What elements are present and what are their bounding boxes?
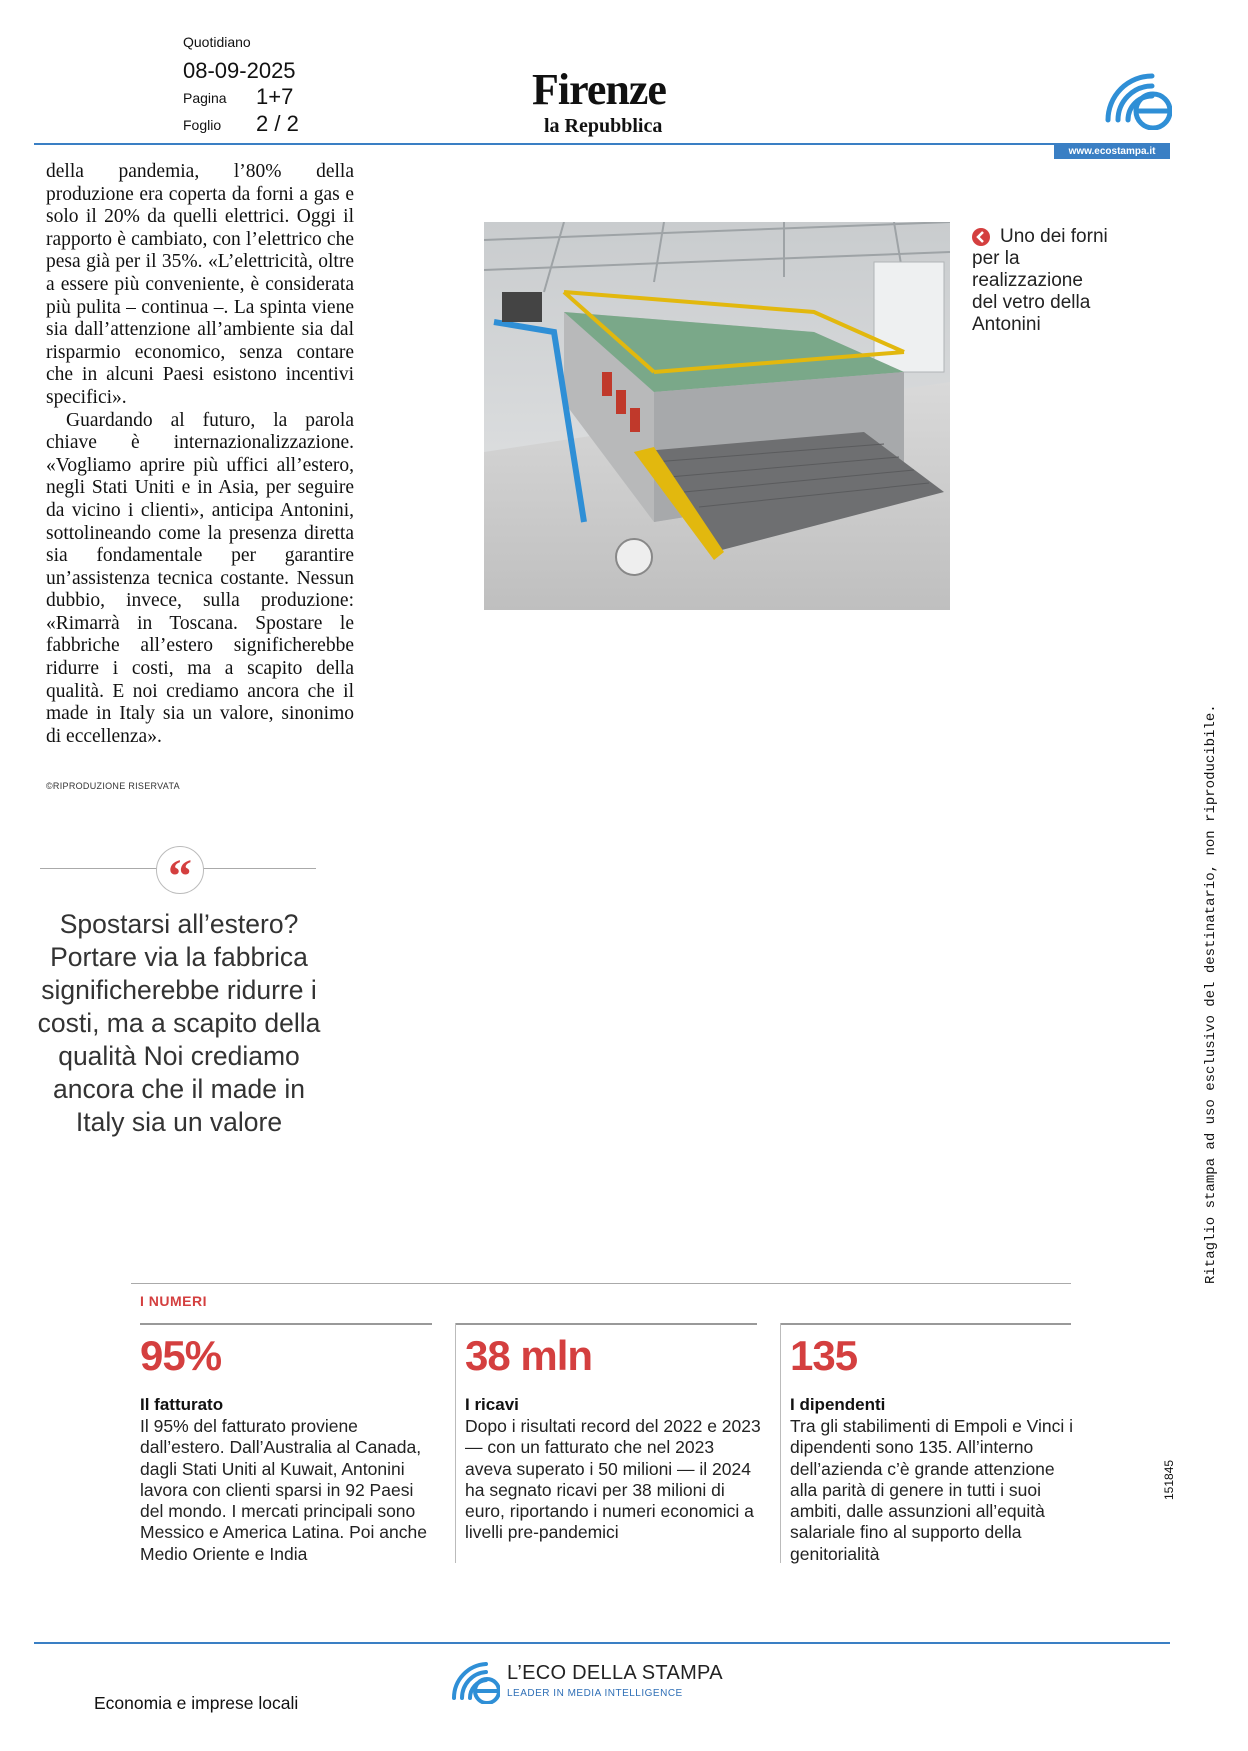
masthead-subtitle: la Repubblica [544, 115, 663, 137]
publication-date: 08-09-2025 [183, 58, 296, 83]
footer-brand: L’ECO DELLA STAMPA [507, 1662, 723, 1684]
photo-caption: Uno dei forni per la realizzazione del vetro della Antonini [972, 226, 1108, 335]
numbers-column-divider [780, 1323, 781, 1563]
copyright-note: ©RIPRODUZIONE RISERVATA [46, 781, 180, 791]
numbers-column-divider [455, 1323, 456, 1563]
number-description: Il 95% del fatturato proviene dall’estero. Dall’Australia al Canada, dagli Stati Uniti al Kuwait, Antonini lavora con clienti sparsi in 92 Paesi del mondo. I mercati principali sono Messico e America Latina. Poi anche Medio Oriente e India [140, 1416, 427, 1564]
number-title: I dipendenti [790, 1395, 886, 1414]
number-description: Dopo i risultati record del 2022 e 2023 — con un fatturato che nel 2023 aveva superato i 50 milioni — il 2024 ha segnato ricavi per 38 milioni di euro, riportando i numeri economici a livelli pre-pandemici [465, 1416, 761, 1543]
number-value: 135 [790, 1332, 858, 1379]
numbers-column-rule [140, 1323, 432, 1325]
quote-mark-icon: “ [156, 846, 204, 894]
eco-della-stampa-logo-icon [448, 1652, 500, 1704]
clipping-code: 151845 [1162, 1459, 1176, 1500]
furnace-photo [484, 222, 950, 610]
masthead-title: Firenze [532, 65, 666, 114]
numbers-top-rule [131, 1283, 1071, 1284]
number-value: 38 mln [465, 1332, 593, 1379]
number-title: Il fatturato [140, 1395, 224, 1414]
number-value: 95% [140, 1332, 222, 1379]
sheet-value: 2 / 2 [256, 111, 299, 136]
header-rule [34, 143, 1170, 145]
ecostampa-logo-icon [1100, 58, 1172, 130]
article-paragraph: della pandemia, l’80% della produzione era coperta da forni a gas e solo il 20% da quelli elettrici. Oggi il rapporto è cambiato, con l’elettrico che pesa già per il 35%. «L’elettricità, oltre a essere più conveniente, è considerata più pulita – continua –. La spinta viene sia dall’attenzione all’ambiente sia dal risparmio economico, senza contare che in alcuni Paesi esistono incentivi specifici». [46, 161, 354, 408]
page-label: Pagina [183, 90, 227, 106]
footer-section: Economia e imprese locali [94, 1693, 299, 1713]
footer-tagline: LEADER IN MEDIA INTELLIGENCE [507, 1688, 683, 1699]
pullquote-text: Spostarsi all’estero? Portare via la fabbrica significherebbe ridurre i costi, ma a scapito della qualità Noi crediamo ancora che il made in Italy sia un valore [37, 909, 321, 1137]
numbers-column-rule [455, 1323, 757, 1325]
reproduction-notice: Ritaglio stampa ad uso esclusivo del destinatario, non riproducibile. [1203, 704, 1219, 1284]
publication-type: Quotidiano [183, 34, 251, 50]
sheet-label: Foglio [183, 117, 222, 133]
site-url-badge[interactable]: www.ecostampa.it [1054, 145, 1170, 159]
page-value: 1+7 [256, 84, 294, 109]
article-body [46, 161, 354, 748]
number-title: I ricavi [465, 1395, 519, 1414]
footer-rule [34, 1642, 1170, 1644]
numbers-column-rule [780, 1323, 1071, 1325]
numbers-section-label: I NUMERI [140, 1293, 207, 1309]
article-paragraph: Guardando al futuro, la parola chiave è internazionalizzazione. «Vogliamo aprire più uffici all’estero, negli Stati Uniti e in Asia, per seguire da vicino i clienti», anticipa Antonini, sottolineando come la presenza diretta sia fondamentale per garantire un’assistenza tecnica costante. Nessun dubbio, invece, sulla produzione: «Rimarrà in Toscana. Spostare le fabbriche all’estero significherebbe ridurre i costi, ma a scapito della qualità. E noi crediamo ancora che il made in Italy sia un valore, sinonimo di eccellenza». [46, 409, 354, 747]
number-description: Tra gli stabilimenti di Empoli e Vinci i dipendenti sono 135. All’interno dell’azienda c’è grande attenzione alla parità di genere in tutti i suoi ambiti, dalle assunzioni all’equità salariale fino al supporto della genitorialità [790, 1416, 1074, 1564]
